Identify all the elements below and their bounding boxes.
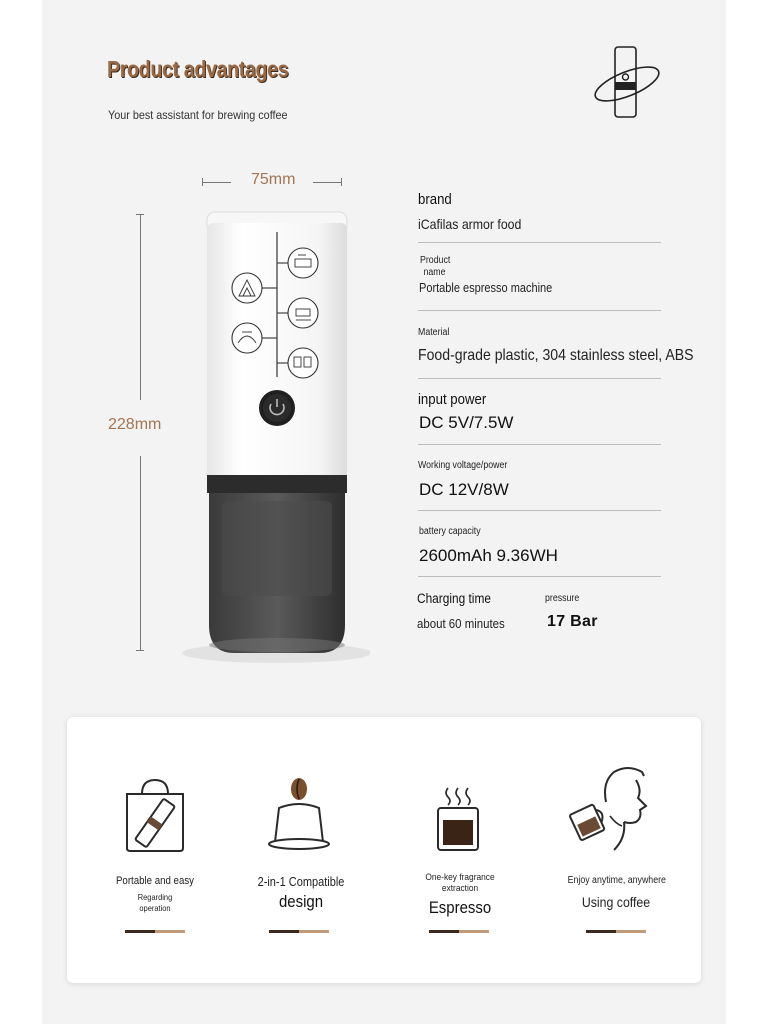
feature-underline [586,930,646,933]
feature-enjoy [561,875,671,910]
spec-charging-value: about 60 minutes [417,616,505,631]
feature-portable-line2: Regarding [137,892,173,902]
person-drinking-icon [566,764,650,859]
shopping-bag-icon [122,778,188,859]
spec-brand-value: iCafilas armor food [418,216,522,232]
page-subtitle: Your best assistant for brewing coffee [108,108,288,122]
spec-product-name-value: Portable espresso machine [419,281,553,295]
height-dimension-label: 228mm [108,416,162,433]
power-button[interactable] [259,390,295,426]
spec-divider [418,576,661,577]
spec-battery-value: 2600mAh 9.36WH [419,546,558,565]
feature-espresso-line1: One-key fragrance [425,872,495,883]
spec-charging-key: Charging time [417,591,491,606]
feature-underline [269,930,329,933]
width-dim-tick-right [341,178,342,186]
feature-espresso-line3: Espresso [428,898,492,917]
spec-divider [418,310,661,311]
product-image [180,205,370,675]
feature-portable [102,875,208,914]
spec-working-voltage-value: DC 12V/8W [419,480,509,499]
feature-underline [429,930,489,933]
feature-espresso [405,872,515,918]
width-dim-tick-left [202,178,203,186]
spec-product-name-key-line2: name [423,267,446,278]
spec-material-value: Food-grade plastic, 304 stainless steel, ABS [418,347,694,364]
spec-input-power-key: input power [418,391,487,408]
spec-input-power-value: DC 5V/7.5W [419,413,514,432]
feature-espresso-line2: extraction [441,883,479,894]
width-dim-line-right [313,182,342,183]
feature-portable-line1: Portable and easy [115,875,195,887]
spec-divider [418,378,661,379]
spec-battery-key: battery capacity [419,526,481,537]
height-dim-line-bottom [140,456,141,651]
spec-divider [418,444,661,445]
feature-compatible [246,875,356,912]
feature-underline [125,930,185,933]
height-dim-line-top [140,214,141,400]
spec-brand-key: brand [418,191,452,208]
spec-divider [418,242,661,243]
spec-product-name-key-line1: Product [420,255,451,266]
spec-product-name-key [420,255,450,279]
page-title: Product advantages [107,56,289,82]
feature-compatible-line1: 2-in-1 Compatible [257,875,345,889]
feature-enjoy-line1: Enjoy anytime, anywhere [567,875,666,886]
feature-portable-line3: operation [139,903,171,913]
feature-compatible-line2: design [278,892,324,911]
machine-orbit-icon [592,44,662,120]
feature-enjoy-line2: Using coffee [581,894,651,910]
width-dim-line-left [202,182,231,183]
width-dimension-label: 75mm [251,171,296,188]
spec-pressure-value: 17 Bar [547,613,598,630]
spec-divider [418,510,661,511]
capsule-icon [266,776,332,857]
spec-working-voltage-key: Working voltage/power [418,460,508,471]
spec-material-key: Material [418,327,450,338]
height-dim-tick-top [136,214,144,215]
height-dim-tick-bottom [136,650,144,651]
spec-pressure-key: pressure [545,593,580,604]
coffee-cup-icon [434,784,484,859]
